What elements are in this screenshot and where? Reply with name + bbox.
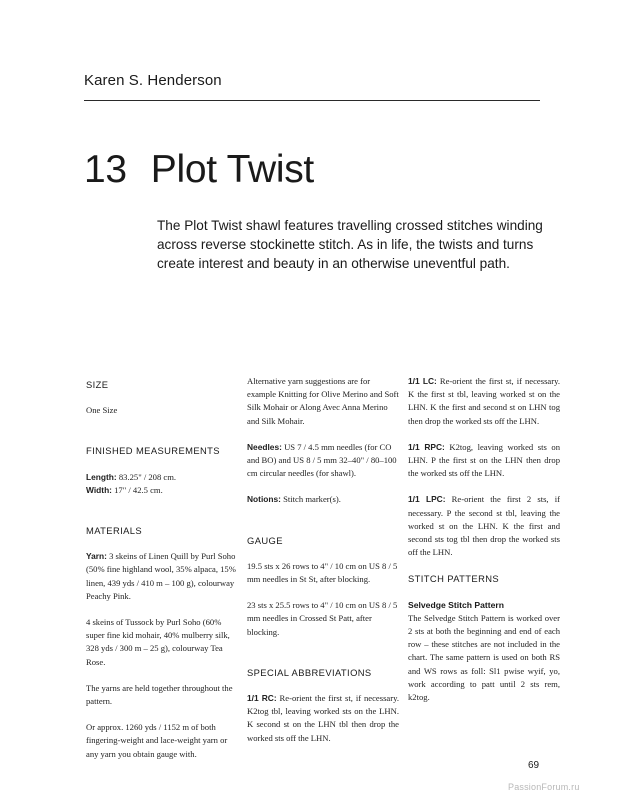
materials-heading: MATERIALS xyxy=(86,525,143,537)
rpc-definition xyxy=(408,441,560,481)
rc-definition xyxy=(247,692,399,745)
needles-paragraph xyxy=(247,441,399,481)
notions-label: Notions: xyxy=(247,494,281,505)
author-name: Karen S. Henderson xyxy=(84,72,222,89)
header-divider xyxy=(84,100,540,101)
lc-definition xyxy=(408,375,560,428)
pattern-name: Plot Twist xyxy=(150,148,314,191)
watermark: PassionForum.ru xyxy=(508,782,580,792)
yarn-paragraph xyxy=(86,550,238,603)
notions-paragraph xyxy=(247,493,399,506)
lpc-definition xyxy=(408,493,560,559)
lpc-text: Re-orient the first 2 sts, if necessary. P the second st tbl, leaving the worked st on the LHN. K the first and second sts tog tbl then drop the worked sts off the LHN. xyxy=(408,494,560,558)
rpc-label: 1/1 RPC: xyxy=(408,441,445,452)
notions-text: Stitch marker(s). xyxy=(280,494,341,505)
yarn-label: Yarn: xyxy=(86,551,107,562)
page-number: 69 xyxy=(528,760,540,771)
rpc-text: K2tog, leaving worked sts on LHN. P the first st on the LHN then drop the worked sts off the LHN. xyxy=(408,441,560,479)
selvedge-heading: Selvedge Stitch Pattern xyxy=(408,599,504,610)
held-together-paragraph: The yarns are held together throughout the pattern. xyxy=(86,682,233,707)
rc-label: 1/1 RC: xyxy=(247,693,277,704)
intro-paragraph: The Plot Twist shawl features travelling crossed stitches winding across reverse stockinette stitch. As in life, the twists and turns create interest and beauty in an otherwise uneventful path. xyxy=(157,218,543,271)
abbreviations-heading: SPECIAL ABBREVIATIONS xyxy=(247,666,372,678)
length-label: Length: xyxy=(86,471,117,482)
gauge-crossed: 23 sts x 25.5 rows to 4" / 10 cm on US 8 / 5 mm needles in Crossed St Patt, after blocking. xyxy=(247,600,398,637)
stitch-patterns-heading: STITCH PATTERNS xyxy=(408,573,500,585)
selvedge-text: The Selvedge Stitch Pattern is worked over 2 sts at both the beginning and end of each row – these stitches are not included in the chart. The same pattern is used on both RS and WS rows as foll: Sl1 pwise wyif, yo, work according to patt until 2 sts rem, k2tog. xyxy=(408,612,560,703)
lpc-label: 1/1 LPC: xyxy=(408,494,446,505)
length-value: 83.25" / 208 cm. xyxy=(116,471,177,482)
column-left xyxy=(86,378,238,774)
yarn-text: 3 skeins of Linen Quill by Purl Soho (50% fine highland wool, 35% alpaca, 15% linen, 439 yds / 410 m – 100 g), colourway Peachy Pink. xyxy=(86,551,236,601)
size-value: One Size xyxy=(86,405,118,416)
pattern-title xyxy=(84,150,314,189)
lc-label: 1/1 LC: xyxy=(408,376,437,386)
lc-text: Re-orient the first st, if necessary. K the first st tbl, leaving worked st on the LHN. K the first and second st on LHN tog then drop the worked sts off the LHN. xyxy=(408,376,560,426)
needles-label: Needles: xyxy=(247,441,282,452)
width-label: Width: xyxy=(86,484,112,495)
rc-text: Re-orient the first st, if necessary. K2tog tbl, leaving worked sts on the LHN. K second st on the LHN tbl then drop the worked sts off the LHN. xyxy=(247,693,399,743)
gauge-st-st: 19.5 sts x 26 rows to 4" / 10 cm on US 8 / 5 mm needles in St St, after blocking. xyxy=(247,560,398,585)
gauge-heading: GAUGE xyxy=(247,534,283,546)
tussock-paragraph: 4 skeins of Tussock by Purl Soho (60% super fine kid mohair, 40% mulberry silk, 328 yds / 300 m – 25 g), colourway Tea Rose. xyxy=(86,617,230,667)
size-heading: SIZE xyxy=(86,379,109,390)
width-value: 17" / 42.5 cm. xyxy=(111,484,163,495)
approx-paragraph: Or approx. 1260 yds / 1152 m of both fingering-weight and lace-weight yarn or any yarn you obtain gauge with. xyxy=(86,722,228,759)
alt-yarn-paragraph: Alternative yarn suggestions are for example Knitting for Olive Merino and Soft Silk Mohair or Along Avec Anna Merino and Silk Mohair. xyxy=(247,376,399,426)
column-middle xyxy=(247,375,399,758)
finished-measurements-heading: FINISHED MEASUREMENTS xyxy=(86,445,220,457)
measurements xyxy=(86,471,238,497)
pattern-number: 13 xyxy=(84,148,127,191)
column-right xyxy=(408,375,560,717)
needles-text: US 7 / 4.5 mm needles (for CO and BO) and US 8 / 5 mm 32–40" / 80–100 cm circular needles (for shawl). xyxy=(247,441,397,479)
